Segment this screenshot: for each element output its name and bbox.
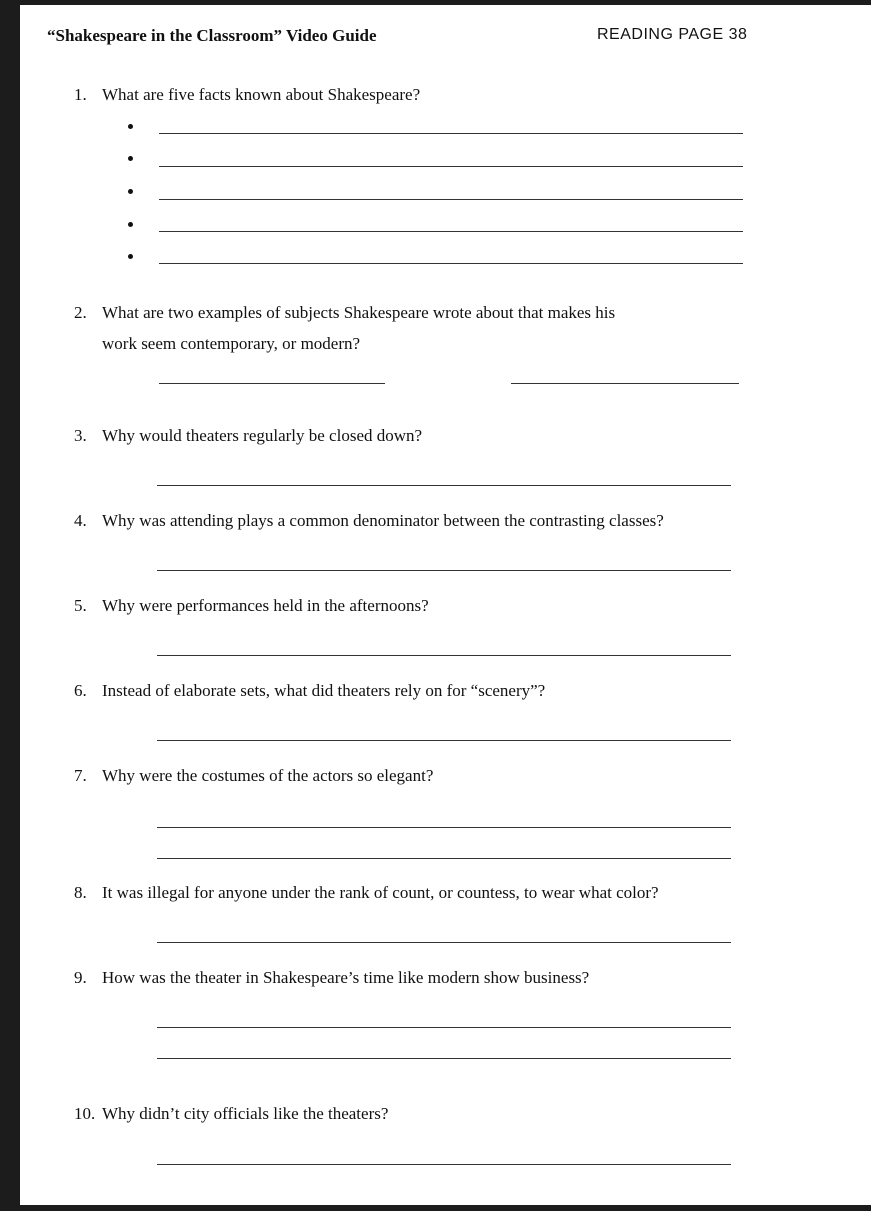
- question-text: Why were the costumes of the actors so elegant?: [102, 766, 434, 785]
- question-text: Why would theaters regularly be closed down?: [102, 426, 423, 445]
- worksheet-page: [20, 5, 871, 1205]
- question-text: What are five facts known about Shakespeare?: [102, 85, 421, 104]
- question-9: [74, 968, 589, 988]
- question-number: 1.: [74, 85, 87, 104]
- answer-line[interactable]: [157, 827, 731, 828]
- question-number: 7.: [74, 766, 87, 785]
- answer-line[interactable]: [159, 231, 743, 232]
- question-7: [74, 766, 433, 786]
- question-5: [74, 596, 429, 616]
- question-6: [74, 681, 545, 701]
- question-number: 2.: [74, 303, 87, 322]
- answer-line[interactable]: [159, 383, 385, 384]
- question-text: How was the theater in Shakespeare’s time like modern show business?: [102, 968, 590, 987]
- answer-line[interactable]: [159, 263, 743, 264]
- question-number: 4.: [74, 511, 87, 530]
- question-8: [74, 883, 659, 903]
- question-text: Why were performances held in the afternoons?: [102, 596, 429, 615]
- question-3: [74, 426, 422, 446]
- answer-line[interactable]: [159, 133, 743, 134]
- bullet-icon: [128, 222, 133, 227]
- question-number: 8.: [74, 883, 87, 902]
- bullet-icon: [128, 156, 133, 161]
- answer-line[interactable]: [157, 655, 731, 656]
- question-text: It was illegal for anyone under the rank of count, or countess, to wear what color?: [102, 883, 659, 902]
- question-2: [74, 303, 615, 323]
- answer-line[interactable]: [157, 942, 731, 943]
- answer-line[interactable]: [157, 740, 731, 741]
- question-text: Instead of elaborate sets, what did theaters rely on for “scenery”?: [102, 681, 546, 700]
- answer-line[interactable]: [157, 1027, 731, 1028]
- page-title: “Shakespeare in the Classroom” Video Guide: [47, 26, 377, 45]
- answer-line[interactable]: [157, 1058, 731, 1059]
- question-text-continued: work seem contemporary, or modern?: [102, 334, 361, 353]
- question-number: 5.: [74, 596, 87, 615]
- answer-line[interactable]: [157, 1164, 731, 1165]
- bullet-icon: [128, 189, 133, 194]
- question-number: 6.: [74, 681, 87, 700]
- bullet-icon: [128, 254, 133, 259]
- question-text: Why was attending plays a common denominator between the contrasting classes?: [102, 511, 664, 530]
- reading-page-label: READING PAGE 38: [597, 26, 748, 43]
- question-text: Why didn’t city officials like the theaters?: [102, 1104, 389, 1123]
- question-text: What are two examples of subjects Shakespeare wrote about that makes his: [102, 303, 616, 322]
- answer-line[interactable]: [511, 383, 739, 384]
- bullet-icon: [128, 124, 133, 129]
- answer-line[interactable]: [157, 858, 731, 859]
- answer-line[interactable]: [159, 199, 743, 200]
- answer-line[interactable]: [157, 485, 731, 486]
- question-number: 10.: [74, 1104, 96, 1123]
- question-4: [74, 511, 664, 531]
- question-number: 3.: [74, 426, 87, 445]
- answer-line[interactable]: [159, 166, 743, 167]
- question-10: [74, 1104, 388, 1124]
- answer-line[interactable]: [157, 570, 731, 571]
- question-1: [74, 85, 420, 105]
- question-number: 9.: [74, 968, 87, 987]
